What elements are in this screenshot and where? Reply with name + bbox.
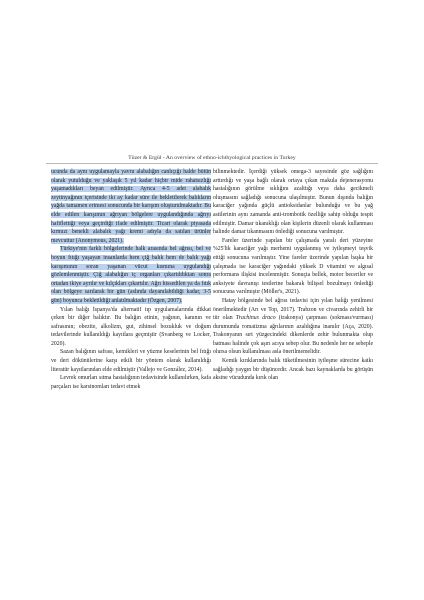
paragraph [213,297,373,357]
header-rule [46,163,378,164]
text-segment: Yılan balığı İspanya'da alternatif tıp uygulamalarında dikkat çeken bir diğer balıktır. Bu balığın etinin, yağının, kanının ve safrasının; obezite, alkolizm, gut, zihinsel bozukluk ve doğum tedavilerinde kullanıldığı kayıtlara geçmiştir (Svanberg ve Locker, 2020). [51,306,211,347]
text-segment: Levrek omurları sıtma hastalığının tedavisinde kullanılırken, kafa parçaları ise karsinomları tedavi etmek [51,375,211,390]
running-header [0,155,424,161]
paragraph [213,168,373,237]
paragraph [51,306,211,349]
paragraph [51,374,211,391]
paragraph [213,357,373,383]
text-segment: Trachinus draco [235,315,276,322]
left-column [51,168,211,391]
text-segment: Kemik kırıklarında balık tüketilmesinin iyileşme sürecine katkı sağladığı yaygın bir düşüncedir. Ancak bazı kaynaklarda bu görüşün aksine vücudunda kırık olan [213,358,373,382]
text-segment: Fareler üzerinde yapılan bir çalışmada yaralı deri yüzeyine %25'lik karaciğer yağı merhemi uygulanmış ve iyileşmeyi teşvik ettiği sonucuna varılmıştır. Yine fareler üzerinde yapılan başka bir çalışmada ise karaciğer yağındaki yüksek D vitamini ve algısal performans ilişkisi incelenmiştir. Sonuçta bellek, motor beceriler ve anksiyete davranışı testlerine bakarak bilişsel bozulmayı önlediği sonucuna varılmıştır (Möller's, 2021). [213,237,373,296]
text-segment: (trakonya) çarpması (sokması/vurması) durumunda romatizma ağrılarının azaldığına inanılır (Aça, 2020). Trakonyanın sırt yüzgecindeki dikenlerde zehir bulunmakta olup batması halinde çok aşırı acıya sebep olur. Bu nedenle her ne sebeple olursa olsun kullanılması asla önerilmemelidir. [213,315,373,356]
highlighted-text[interactable]: Türkiye'nin farklı bölgelerinde halk arasında bel ağrısı, bel ve boyun fıtığı yaşayan insanlarda hem çiğ balık hem de balık yağı karışımının soran yaşanan vücut kısmına uygulandığı gözlemlenmiştir. Çiğ alabalığın iç organları çıkartıldıktan sonra ortadan ikiye ayrılır ve kılçıkları çıkartılır. Ağrı hissedilen ya da fıtık olan bölgeye sarılarak bir gün (aslında dayanılabildiği kadar, 3-5 gün) boyunca bekletildiği anlatılmaktadır (Özgen, 2007). [51,246,211,304]
paragraph [51,168,211,245]
right-column [213,168,373,383]
highlighted-text[interactable]: ucunda da aynı uygulamayla yavru alabalığın canlıçığı halde bütün olarak yutulduğu ve yaklaşık 5 yıl kadar hiçbir mide rahatsızlığı yaşamadıkları beyan edilmiştir. Ayrıca 4-5 adet alabalık zeytinyağının içerisinde iki ay kadar süre ile bekletilerek balıkların yağda tamamen erimesi sonucunda bir karışım oluşturulmaktadır. Bu elde edilen karışımın ağrıyan bölgelere uygulandığında ağrıyı hafiflettiği veya geçirdiği ifade edilmiştir. Ticari olarak piyasada kırmızı benekli alabalık yağı kremi adıyla da satılan ürünler mevcuttur (Anonymous, 2021). [51,169,211,244]
paragraph [51,348,211,374]
text-segment: bilinmektedir. İçerdiği yüksek omega-3 sayesinde göz sağlığını arttırdığı ve yaşa bağlı olarak ortaya çıkan makula dejenerasyonu hastalığının görülme sıklığını azalttığı veya daha gecikmeli oluşmasını sağladığı sonucuna ulaşılmıştır. Bunun dışında balığın karaciğer yağında güçlü antioksidanlar bulunduğu ve bu yağ asitlerinin aynı zamanda anti-trombotik özelliğe sahip olduğu tespit edilmiştir. Damar tıkanıklığı olan kişilerin düzenli olarak kullanması halinde damar tıkanmasını önlediği sonucuna varılmıştır. [213,169,373,236]
paragraph [213,237,373,297]
running-header-text: Tüzer & Ergül - An overview of ethno-ichthyological practices in Turkey [128,155,296,161]
text-segment: Sazan balığının safrası, kemikleri ve yüzme keselerinin bel fıtığı ve deri dökünülerine karşı etkili bir yöntem olarak kullanıldığı literatür kayıtlarından elde edilmiştir (Vallejo ve González, 2014). [51,349,211,373]
paragraph [51,245,211,305]
text-segment: Hatay bölgesinde bel ağrısı tedavisi için yılan balığı yenilmesi önerilmektedir (Arı ve Top, 2017). Trabzon ve civarında zehirli bir tür olan [213,297,373,322]
